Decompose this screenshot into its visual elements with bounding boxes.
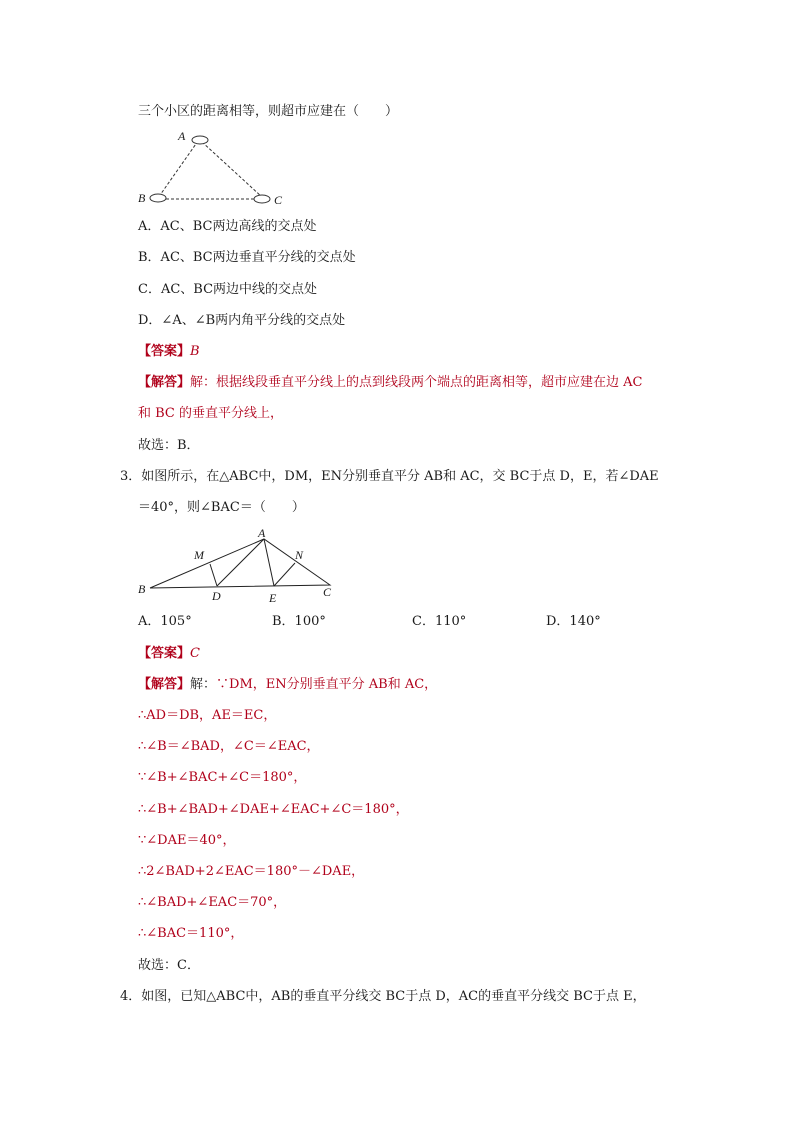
q3-label-e: E (269, 591, 277, 605)
q2-solution-text-1: 解：根据线段垂直平分线上的点到线段两个端点的距离相等，超市应建在边 AC (190, 375, 643, 390)
q3-step-1: ∴AD＝DB，AE＝EC， (138, 708, 277, 723)
q2-label-b: B (138, 191, 146, 205)
q2-answer-label: 【答案】 (138, 344, 191, 359)
q3-stem-line-2: ＝40°，则∠BAC＝（ ） (138, 500, 305, 515)
q3-label-a: A (258, 526, 266, 540)
q3-solution-first: ∵DM，EN分别垂直平分 AB和 AC， (216, 677, 438, 692)
q2-solution-label: 【解答】 (138, 375, 191, 390)
q2-label-a: A (178, 129, 186, 143)
q3-step-6: ∴2∠BAD+2∠EAC＝180°－∠DAE， (138, 864, 365, 879)
q2-solution-line-2: 和 BC 的垂直平分线上， (138, 406, 284, 421)
q2-conclusion: 故选：B． (138, 438, 200, 453)
q2-option-b: B．AC、BC两边垂直平分线的交点处 (138, 250, 356, 265)
q3-option-d: D．140° (546, 614, 601, 629)
q2-option-d: D．∠A、∠B两内角平分线的交点处 (138, 313, 346, 328)
q2-answer (138, 344, 200, 360)
q2-solution-line-1 (138, 375, 642, 391)
q3-step-8: ∴∠BAC＝110°， (138, 926, 244, 941)
q2-answer-value: B (190, 344, 200, 359)
q2-option-a: A．AC、BC两边高线的交点处 (138, 219, 317, 234)
q3-answer-label: 【答案】 (138, 646, 191, 661)
q2-option-c: C．AC、BC两边中线的交点处 (138, 282, 318, 297)
q2-label-c: C (274, 193, 283, 207)
q3-solution-line-1 (138, 677, 437, 693)
q3-answer (138, 646, 200, 662)
q3-option-a: A．105° (138, 614, 192, 629)
q3-option-c: C．110° (412, 614, 467, 629)
q3-step-4: ∴∠B+∠BAD+∠DAE+∠EAC+∠C＝180°， (138, 802, 409, 817)
q2-stem-tail: 三个小区的距离相等，则超市应建在（ ） (138, 104, 399, 119)
q3-label-m: M (194, 548, 204, 562)
q3-label-d: D (212, 589, 221, 603)
q3-option-b: B．100° (272, 614, 326, 629)
q3-conclusion: 故选：C． (138, 958, 200, 973)
q3-step-7: ∴∠BAD+∠EAC＝70°， (138, 895, 287, 910)
q3-solution-label: 【解答】 (138, 677, 191, 692)
q4-stem-line-1: 4．如图，已知△ABC中，AB的垂直平分线交 BC于点 D，AC的垂直平分线交 BC于点 E， (120, 989, 646, 1004)
q3-step-3: ∵∠B+∠BAC+∠C＝180°， (138, 770, 307, 785)
q3-stem-line-1: 3．如图所示，在△ABC中，DM，EN分别垂直平分 AB和 AC，交 BC于点 D，E，若∠DAE (120, 469, 659, 484)
q3-label-n: N (295, 548, 304, 562)
q3-step-5: ∵∠DAE＝40°， (138, 833, 236, 848)
q3-figure (134, 526, 340, 608)
q3-label-c: C (323, 585, 332, 599)
q3-step-2: ∴∠B＝∠BAD，∠C＝∠EAC， (138, 739, 320, 754)
q3-solution-intro: 解： (190, 677, 217, 692)
q3-label-b: B (138, 582, 146, 596)
q2-figure (136, 128, 296, 208)
q3-answer-value: C (190, 646, 200, 661)
